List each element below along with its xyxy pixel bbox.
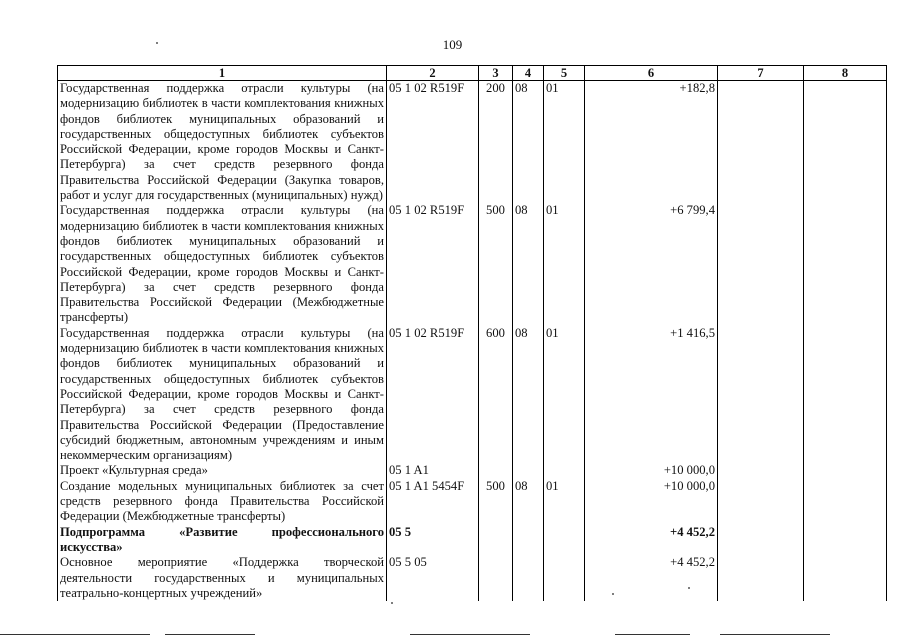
row-col-7 [718,525,804,556]
row-amount: +4 452,2 [585,555,718,601]
row-section: 08 [513,479,544,525]
row-subsection: 01 [544,203,585,325]
row-name: Государственная поддержка отрасли культуры (на модернизацию библиотек в части комплектования книжных фондов библиотек муниципальных образований и государственных общедоступных библиотек субъектов Российской Федерации, кроме городов Москвы и Санкт-Петербурга) за счет средств резервного фонда Правительства Российской Федерации (Предоставление субсидий бюджетным, автономным учреждениям и иным некоммерческим организациям) [58,326,387,464]
row-expense-type: 500 [479,203,513,325]
row-section [513,463,544,478]
header-col-8: 8 [804,66,887,81]
header-col-5: 5 [544,66,585,81]
row-col-8 [804,203,887,325]
row-section: 08 [513,81,544,204]
row-name: Подпрограмма «Развитие профессионального искусства» [58,525,387,556]
row-section: 08 [513,326,544,464]
row-target-code: 05 1 02 R519F [387,81,479,204]
scan-edge-line [0,634,150,635]
row-col-7 [718,81,804,204]
header-row [58,66,887,81]
row-col-8 [804,479,887,525]
header-col-4: 4 [513,66,544,81]
row-col-8 [804,555,887,601]
scan-speck [612,593,614,595]
budget-table [57,65,887,601]
row-col-7 [718,326,804,464]
row-col-8 [804,525,887,556]
row-amount: +1 416,5 [585,326,718,464]
row-subsection: 01 [544,81,585,204]
row-target-code: 05 1 02 R519F [387,326,479,464]
row-subsection [544,525,585,556]
scan-edge-line [720,634,830,635]
row-expense-type [479,555,513,601]
row-name: Государственная поддержка отрасли культуры (на модернизацию библиотек в части комплектования книжных фондов библиотек муниципальных образований и государственных общедоступных библиотек субъектов Российской Федерации, кроме городов Москвы и Санкт-Петербурга) за счет средств резервного фонда Правительства Российской Федерации (Межбюджетные трансферты) [58,203,387,325]
table-row [58,555,887,601]
header-col-3: 3 [479,66,513,81]
row-amount: +4 452,2 [585,525,718,556]
scan-speck [688,587,690,589]
scan-edge-line [165,634,255,635]
page-number: 109 [442,37,463,52]
row-expense-type: 200 [479,81,513,204]
row-amount: +10 000,0 [585,479,718,525]
row-target-code: 05 1 A1 5454F [387,479,479,525]
table-row [58,81,887,204]
row-name: Основное мероприятие «Поддержка творческой деятельности государственных и муниципальных театрально-концертных учреждений» [58,555,387,601]
row-expense-type [479,463,513,478]
table-row [58,525,887,556]
table-row [58,463,887,478]
row-col-8 [804,326,887,464]
header-col-6: 6 [585,66,718,81]
row-subsection: 01 [544,326,585,464]
row-subsection [544,463,585,478]
row-col-8 [804,81,887,204]
row-section [513,525,544,556]
row-amount: +182,8 [585,81,718,204]
scan-edge-line [615,634,690,635]
row-subsection [544,555,585,601]
row-expense-type [479,525,513,556]
scan-speck [156,42,158,44]
row-target-code: 05 1 A1 [387,463,479,478]
row-amount: +6 799,4 [585,203,718,325]
table-row [58,479,887,525]
row-target-code: 05 1 02 R519F [387,203,479,325]
row-name: Проект «Культурная среда» [58,463,387,478]
header-col-7: 7 [718,66,804,81]
row-target-code: 05 5 [387,525,479,556]
header-col-1: 1 [58,66,387,81]
header-col-2: 2 [387,66,479,81]
row-amount: +10 000,0 [585,463,718,478]
row-subsection: 01 [544,479,585,525]
scan-speck [391,602,393,604]
row-name: Государственная поддержка отрасли культуры (на модернизацию библиотек в части комплектования книжных фондов библиотек муниципальных образований и государственных общедоступных библиотек субъектов Российской Федерации, кроме городов Москвы и Санкт-Петербурга) за счет средств резервного фонда Правительства Российской Федерации (Закупка товаров, работ и услуг для государственных (муниципальных) нужд) [58,81,387,204]
table-row [58,203,887,325]
row-expense-type: 600 [479,326,513,464]
row-expense-type: 500 [479,479,513,525]
row-target-code: 05 5 05 [387,555,479,601]
row-col-8 [804,463,887,478]
table-row [58,326,887,464]
row-col-7 [718,555,804,601]
row-section [513,555,544,601]
row-col-7 [718,203,804,325]
row-name: Создание модельных муниципальных библиотек за счет средств резервного фонда Правительства Российской Федерации (Межбюджетные трансферты) [58,479,387,525]
row-section: 08 [513,203,544,325]
row-col-7 [718,463,804,478]
scan-edge-line [410,634,530,635]
row-col-7 [718,479,804,525]
